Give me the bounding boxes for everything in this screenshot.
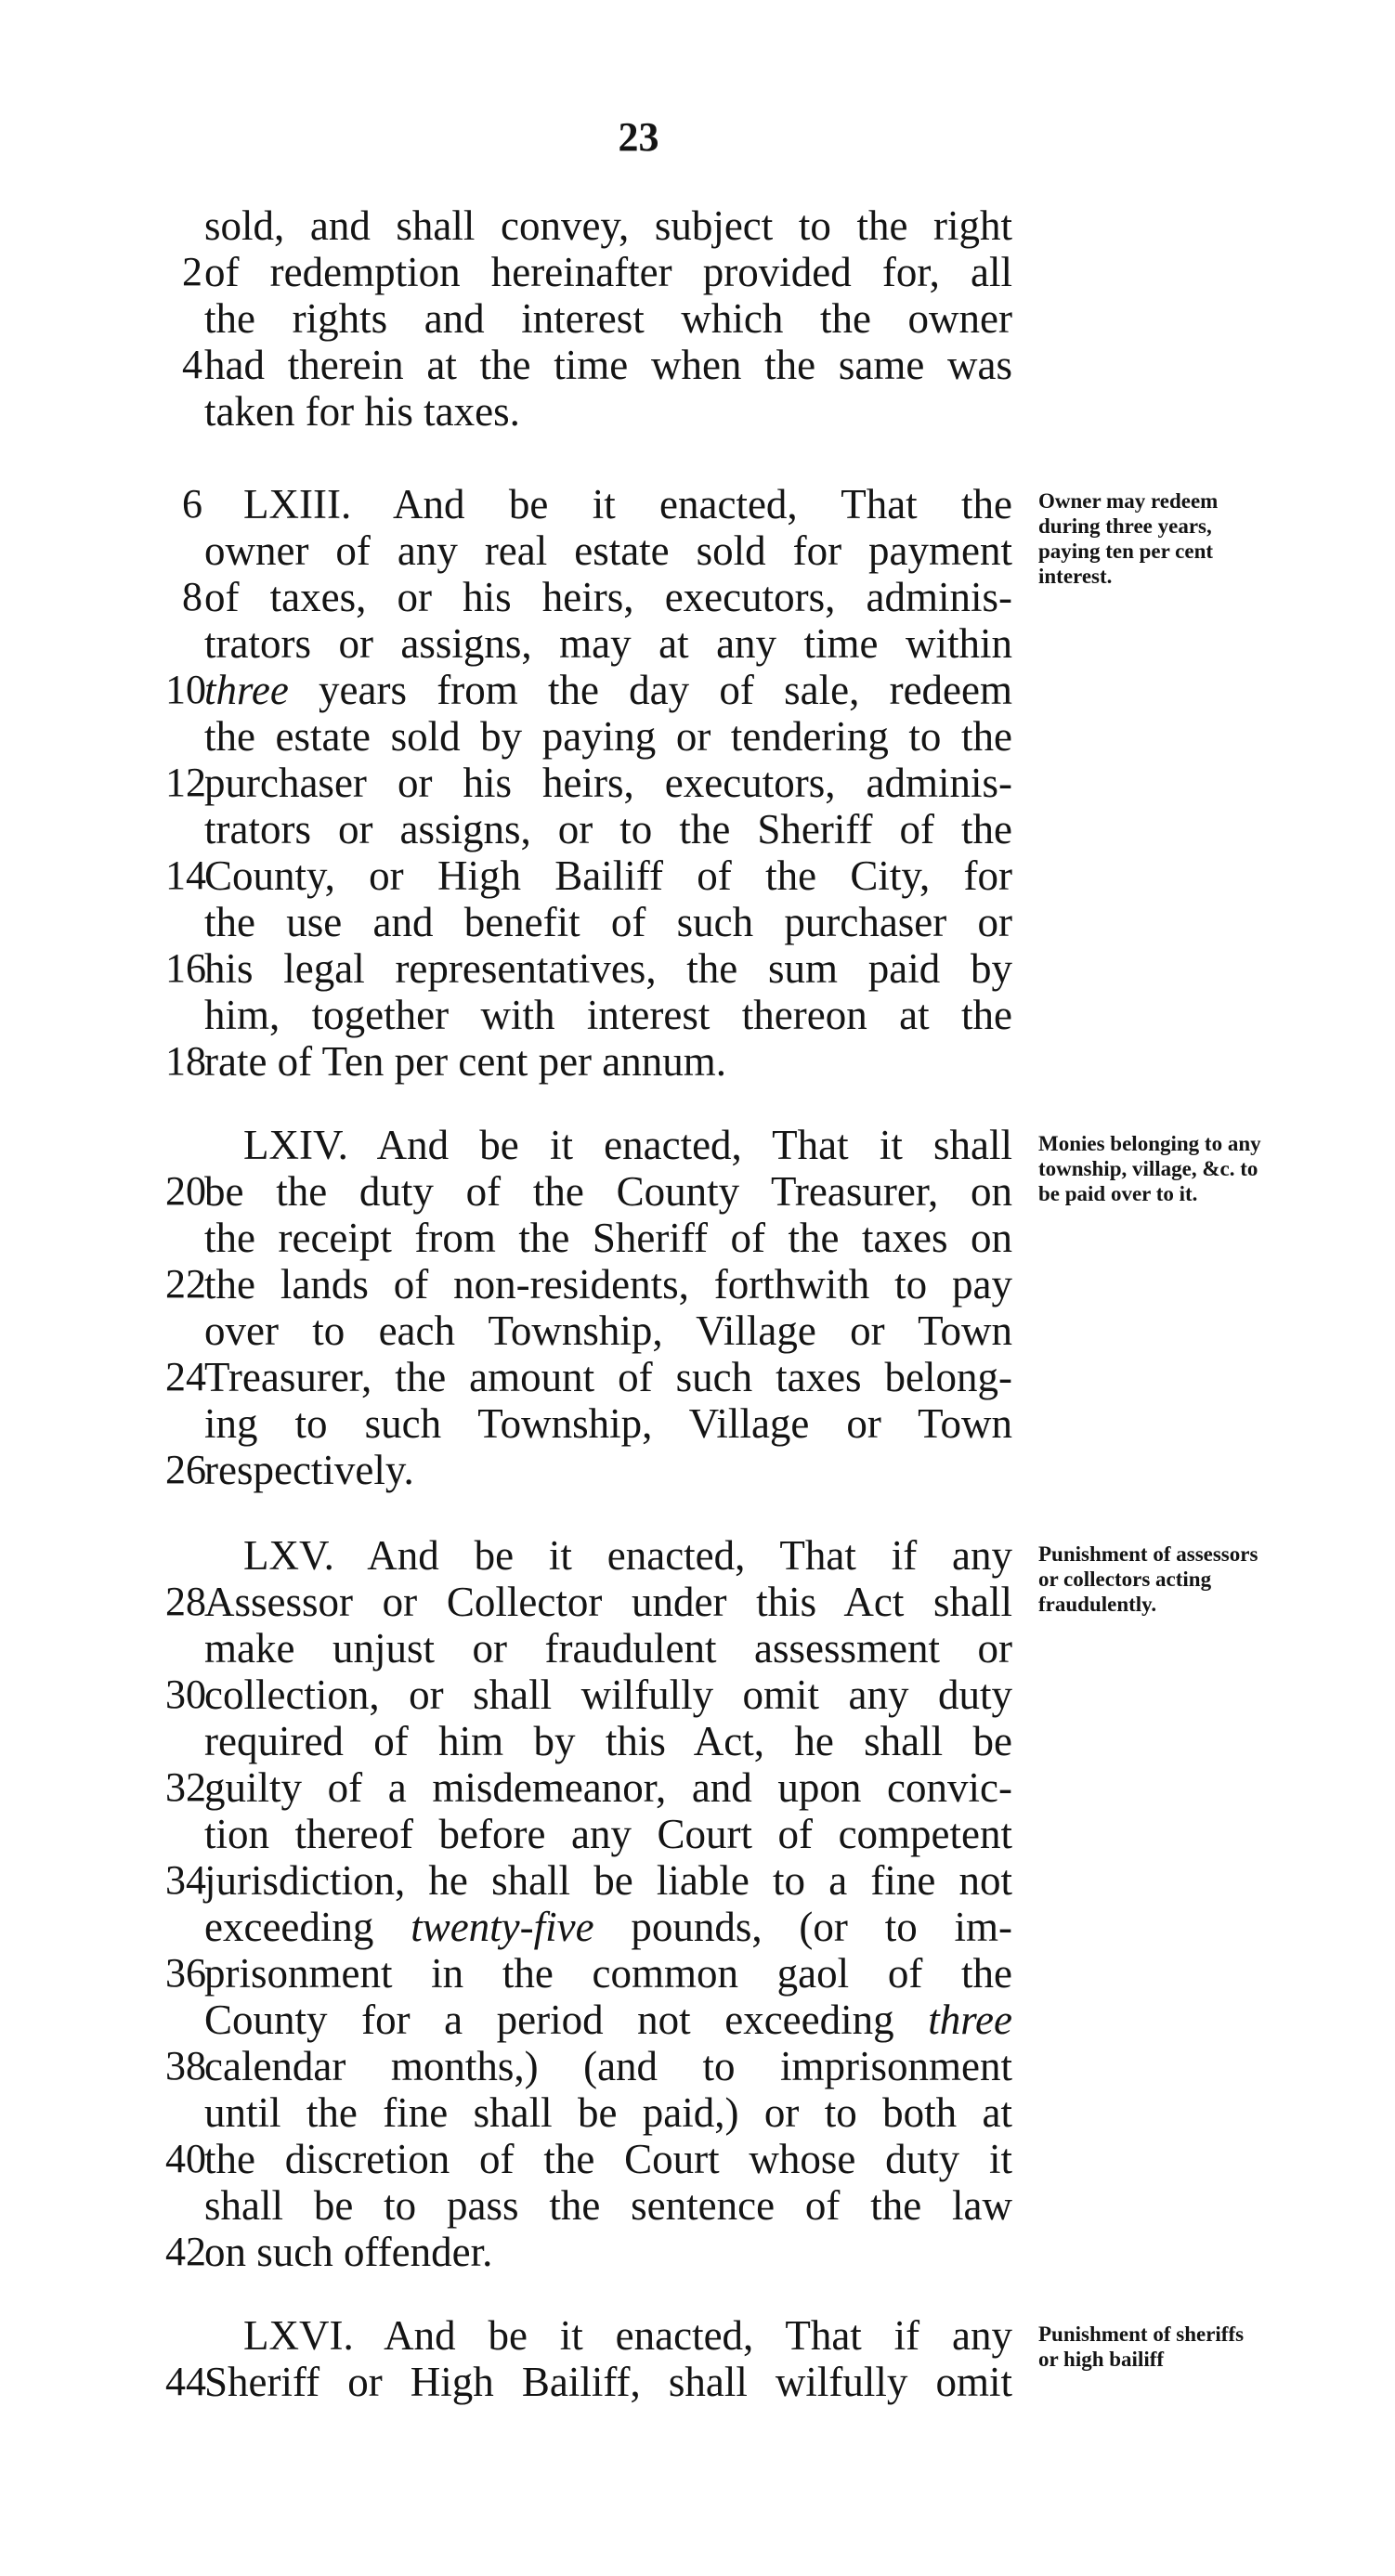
text-line xyxy=(0,1168,1395,1215)
line-text: be the duty of the County Treasurer, on xyxy=(204,1168,1012,1215)
line-text: the rights and interest which the owner xyxy=(204,295,1012,342)
line-number: 6 xyxy=(182,481,202,527)
text-line xyxy=(0,852,1395,899)
line-text: the estate sold by paying or tendering to the xyxy=(204,713,1012,760)
text-line xyxy=(0,388,1395,435)
text-line xyxy=(0,899,1395,945)
line-text: prisonment in the common gaol of the xyxy=(204,1950,1012,1997)
text-line xyxy=(0,2312,1395,2359)
line-text: Sheriff or High Bailiff, shall wilfully omit xyxy=(204,2359,1012,2405)
line-text-post: pounds, (or to im- xyxy=(593,1904,1012,1950)
text-line xyxy=(0,1625,1395,1672)
line-text: LXIII. And be it enacted, That the xyxy=(243,481,1012,527)
text-line xyxy=(0,806,1395,852)
line-number: 40 xyxy=(165,2136,206,2181)
section-lxiv xyxy=(0,1122,1395,1493)
text-line xyxy=(0,1718,1395,1764)
line-number: 44 xyxy=(165,2359,206,2404)
line-number: 42 xyxy=(165,2229,206,2274)
line-text: taken for his taxes. xyxy=(204,388,520,435)
text-line xyxy=(0,1764,1395,1811)
line-text: until the fine shall be paid,) or to both at xyxy=(204,2089,1012,2136)
line-number: 20 xyxy=(165,1168,206,1214)
text-line xyxy=(0,342,1395,388)
text-line xyxy=(0,1579,1395,1625)
line-text: Treasurer, the amount of such taxes belong- xyxy=(204,1354,1012,1400)
text-line xyxy=(0,1904,1395,1950)
line-number: 28 xyxy=(165,1579,206,1624)
text-line xyxy=(0,1811,1395,1857)
text-line xyxy=(0,760,1395,806)
line-text-pre: exceeding xyxy=(204,1904,411,1950)
line-text: of taxes, or his heirs, executors, adminis- xyxy=(204,574,1012,620)
line-text: required of him by this Act, he shall be xyxy=(204,1718,1012,1764)
text-line xyxy=(0,1261,1395,1308)
line-text-pre: County for a period not exceeding xyxy=(204,1997,929,2043)
line-text: sold, and shall convey, subject to the right xyxy=(204,202,1012,249)
line-number: 12 xyxy=(165,760,206,805)
line-text: him, together with interest thereon at the xyxy=(204,992,1012,1038)
text-line xyxy=(0,2182,1395,2229)
line-number: 4 xyxy=(182,342,202,387)
text-line xyxy=(0,992,1395,1038)
text-line xyxy=(0,1308,1395,1354)
line-text: his legal representatives, the sum paid by xyxy=(204,945,1012,992)
line-text: over to each Township, Village or Town xyxy=(204,1308,1012,1354)
line-number: 2 xyxy=(182,249,202,294)
text-line xyxy=(0,202,1395,249)
margin-note: Punishment of assessors or collectors acting fraudulently. xyxy=(1038,1542,1258,1616)
text-line xyxy=(0,2089,1395,2136)
text-line xyxy=(0,1997,1395,2043)
text-line xyxy=(0,481,1395,527)
line-number: 24 xyxy=(165,1354,206,1399)
line-text: respectively. xyxy=(204,1447,414,1493)
line-text: trators or assigns, may at any time within xyxy=(204,620,1012,667)
text-line xyxy=(0,945,1395,992)
line-number: 32 xyxy=(165,1764,206,1810)
line-text: guilty of a misdemeanor, and upon convic- xyxy=(204,1764,1012,1811)
text-line xyxy=(0,574,1395,620)
line-text xyxy=(204,667,1012,713)
line-text: make unjust or fraudulent assessment or xyxy=(204,1625,1012,1672)
margin-note: Monies belonging to any township, village, &c. to be paid over to it. xyxy=(1038,1132,1261,1205)
section-lxv xyxy=(0,1532,1395,2275)
text-line xyxy=(0,1672,1395,1718)
text-line xyxy=(0,1354,1395,1400)
line-number: 22 xyxy=(165,1261,206,1307)
line-text-post: years from the day of sale, redeem xyxy=(288,667,1012,713)
line-text: LXIV. And be it enacted, That it shall xyxy=(243,1122,1012,1168)
line-number: 30 xyxy=(165,1672,206,1717)
text-line xyxy=(0,1857,1395,1904)
line-text: owner of any real estate sold for payment xyxy=(204,527,1012,574)
continuation-paragraph xyxy=(0,202,1395,435)
line-text: LXV. And be it enacted, That if any xyxy=(243,1532,1012,1579)
text-line xyxy=(0,1447,1395,1493)
text-line xyxy=(0,1532,1395,1579)
text-line xyxy=(0,527,1395,574)
line-text xyxy=(204,1904,1012,1950)
line-text: rate of Ten per cent per annum. xyxy=(204,1038,727,1085)
line-text: had therein at the time when the same was xyxy=(204,342,1012,388)
text-line xyxy=(0,620,1395,667)
line-text: the receipt from the Sheriff of the taxes on xyxy=(204,1215,1012,1261)
line-text: calendar months,) (and to imprisonment xyxy=(204,2043,1012,2089)
margin-note: Punishment of sheriffs or high bailiff xyxy=(1038,2322,1245,2371)
italic-text: three xyxy=(204,667,289,713)
line-number: 26 xyxy=(165,1447,206,1492)
line-text: ing to such Township, Village or Town xyxy=(204,1400,1012,1447)
line-text: County, or High Bailiff of the City, for xyxy=(204,852,1012,899)
italic-text: three xyxy=(928,1997,1012,2043)
text-line xyxy=(0,1950,1395,1997)
line-number: 8 xyxy=(182,574,202,619)
line-number: 36 xyxy=(165,1950,206,1996)
text-line xyxy=(0,1400,1395,1447)
line-number: 18 xyxy=(165,1038,206,1084)
text-line xyxy=(0,1215,1395,1261)
line-text: trators or assigns, or to the Sheriff of the xyxy=(204,806,1012,852)
section-lxvi xyxy=(0,2312,1395,2405)
line-text: of redemption hereinafter provided for, all xyxy=(204,249,1012,295)
line-number: 34 xyxy=(165,1857,206,1903)
line-text xyxy=(204,1997,1012,2043)
line-text: Assessor or Collector under this Act shall xyxy=(204,1579,1012,1625)
line-text: collection, or shall wilfully omit any duty xyxy=(204,1672,1012,1718)
line-text: purchaser or his heirs, executors, adminis- xyxy=(204,760,1012,806)
line-text: the discretion of the Court whose duty it xyxy=(204,2136,1012,2182)
line-text: tion thereof before any Court of competent xyxy=(204,1811,1012,1857)
line-text: jurisdiction, he shall be liable to a fine not xyxy=(204,1857,1012,1904)
text-line xyxy=(0,2136,1395,2182)
line-number: 10 xyxy=(165,667,206,712)
text-line xyxy=(0,2229,1395,2275)
text-line xyxy=(0,249,1395,295)
text-line xyxy=(0,713,1395,760)
line-text: the lands of non-residents, forthwith to pay xyxy=(204,1261,1012,1308)
line-number: 16 xyxy=(165,945,206,991)
text-line xyxy=(0,2359,1395,2405)
line-number: 38 xyxy=(165,2043,206,2088)
section-lxiii xyxy=(0,481,1395,1085)
text-line xyxy=(0,1038,1395,1085)
line-text: LXVI. And be it enacted, That if any xyxy=(243,2312,1012,2359)
page-number: 23 xyxy=(618,114,659,160)
line-text: the use and benefit of such purchaser or xyxy=(204,899,1012,945)
line-text: shall be to pass the sentence of the law xyxy=(204,2182,1012,2229)
text-line xyxy=(0,2043,1395,2089)
line-number: 14 xyxy=(165,852,206,898)
line-text: on such offender. xyxy=(204,2229,493,2275)
text-line xyxy=(0,1122,1395,1168)
text-line xyxy=(0,667,1395,713)
italic-text: twenty-five xyxy=(411,1904,594,1950)
text-line xyxy=(0,295,1395,342)
margin-note: Owner may redeem during three years, paying ten per cent interest. xyxy=(1038,489,1219,588)
